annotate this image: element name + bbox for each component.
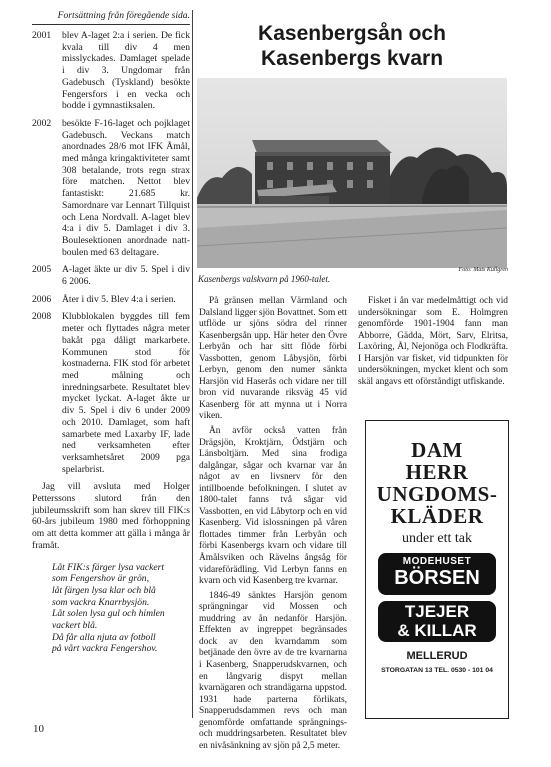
logo-top-text: MODEHUSET — [402, 556, 472, 567]
title-line: Kasenbergsån och — [258, 22, 446, 45]
history-entry — [32, 118, 190, 258]
history-entry — [32, 264, 190, 287]
history-entry — [32, 30, 190, 112]
article-paragraph: Fisket i ån var medelmåttigt och vid undersökningar som E. Holmgren genomförde 1901-1904 fann man Abborre, Gädda, Mört, Sarv, Elritsa, Laxöring, Ål, Nejonöga och Flodkräfta. I Harsjön var fisket, vid tidpunkten för undersökningen, mycket klent och som skäl angavs ett oförståndigt utfiskande. — [358, 296, 508, 387]
tjejer-killar-logo — [378, 601, 496, 642]
entry-year: 2006 — [32, 293, 52, 305]
ad-headline: UNGDOMS- — [376, 482, 498, 506]
article-column-left — [199, 296, 347, 755]
entry-text: Klubblokalen byggdes till fem meter och flyttades några meter bakåt pga dåligt markarbete. Kommunen stod för kostnaderna. FIK stod för arbetet med målning och inredningsarbete. Resultatet blev mycket lyckat. A-laget åkte ur div 5. Spel i div 6 under 2009 och 2010. Damlaget, som haft samarbete med Laxarby IF, lade ned verksamheten efter verksamhetsåret 2009 pga spelarbrist. — [62, 311, 190, 475]
poem-line: som vackra Knarrbysjön. — [52, 596, 150, 608]
history-entry — [32, 294, 190, 306]
poem-line: på vårt vackra Fengershov. — [52, 643, 158, 655]
photo-caption: Kasenbergs valskvarn på 1960-talet. — [198, 274, 331, 284]
entry-year: 2001 — [32, 30, 52, 41]
closing-paragraph: Jag vill avsluta med Holger Petterssons slutord från den jubileumsskrift som han skrev till FIK:s 60-års jubileum 1980 med förhoppning om att detta kommer att gälla i många år framåt. — [32, 481, 190, 551]
title-line: Kasenbergs kvarn — [260, 47, 444, 70]
page-number: 10 — [33, 723, 44, 735]
ad-town: MELLERUD — [406, 650, 468, 662]
article-column-right — [358, 296, 508, 388]
poem-line: Låt solen lysa gul och himlen — [52, 608, 165, 620]
entry-text: blev A-laget 2:a i serien. De fick kvala till div 4 men misslyckades. Damlaget spelade i div 3. Ungdomar från Gadebusch (Tyskland) besökte Fengersfors i en vecka och bodde i gymnastiksalen. — [62, 30, 190, 112]
article-paragraph: 1846-49 sänktes Harsjön genom sprängningar vid Mossen och muddring av ån nedanför Harsjön. Effekten av ingreppet begränsades dock av den kvarndamm som betjänade den övre av de tre kvarnarna i Kasenberg, Snapperudskvarnen, och en långvarig dispyt mellan kvarnägaren och strandägarna uppstod. 1931 hade parterna förlikats, Snapperudsdammen revs och man genomförde omfattande sprängnings- och muddringsarbeten. Resultatet blev en nivåsänkning av sjön på 2,5 meter. — [199, 590, 347, 751]
entry-text: besökte F-16-laget och pojklaget Gadebusch. Veckans match anordnades 28/6 mot IFK Åmål, med många kringaktiviteter samt 308 betalande, trots regn strax före matchen. Nettot blev fantastiskt: 21.685 kr. Samordnare var Lennart Tillquist och Lena Nordvall. A-laget blev 4:a i div 5. Damlaget i div 3. Boulesektionen anordnade natt-boulen med 63 deltagare. — [62, 117, 190, 258]
ad-headline: KLÄDER — [390, 504, 484, 528]
mill-photo-image — [197, 78, 507, 268]
poem-line: vackert blå. — [52, 620, 98, 632]
article-paragraph: Ån avför också vatten från Drägsjön, Kroktjärn, Ödstjärn och Länsboltjärn. Med sina frodiga dalgångar, sågar och kvarnar var ån något av en livsnerv för den intillboende befolkningen. I slutet av 1800-talet fanns två sågar vid Vassbotten, en vid Låbytorp och en vid Kasenberg. Vid islossningen på våren flottades timmer från Lerbyån och förbi Kasenbergs kvarn och vidare till Åmålsviken och Rävelns ångsåg för vidareförädling. Vid Lerbyn fanns en kvarn och vid Kasenberg tre kvarnar. — [199, 426, 347, 587]
modehuset-borsen-logo — [378, 553, 496, 595]
mill-photo — [197, 78, 507, 268]
column-divider — [192, 10, 193, 718]
ad-headline: DAM — [411, 438, 463, 462]
clothing-store-advertisement — [365, 420, 509, 719]
article-title — [196, 21, 508, 71]
logo-text: TJEJER — [404, 602, 470, 621]
history-entry — [32, 311, 190, 475]
entry-text: Åter i div 5. Blev 4:a i serien. — [62, 293, 176, 305]
poem-line: som Fengershov är grön, — [52, 573, 149, 585]
ad-headline: HERR — [405, 460, 469, 484]
logo-text: & KILLAR — [397, 621, 477, 640]
ad-address: STORGATAN 13 TEL. 0530 - 101 04 — [381, 667, 493, 674]
article-paragraph: På gränsen mellan Värmland och Dalsland ligger sjön Bovattnet. Som ett utflöde ur sjöns södra del rinner Kasenbergsån upp. Här heter den Övre Lerbyån och har sitt flöde förbi Vassbotten, genom Låbysjön, förbi Lerbyn, genom den numer sänkta Harsjön vid Haserås och vidare ner till bron vid nuvarande riksväg 45 vid Kasenberg för att mynna ut i Norra viken. — [199, 296, 347, 422]
poem-line: låt färgen lysa klar och blå — [52, 584, 156, 596]
poem-line: Då får alla njuta av fotboll — [52, 631, 156, 643]
ad-subline: under ett tak — [402, 531, 472, 546]
entry-year: 2008 — [32, 311, 52, 323]
poem — [52, 562, 190, 656]
left-column — [32, 10, 190, 655]
entry-year: 2002 — [32, 117, 52, 129]
entry-year: 2005 — [32, 264, 52, 276]
entry-text: A-laget äkte ur div 5. Spel i div 6 2006. — [62, 264, 190, 288]
photo-credit: Foto: Mats Kullgren — [458, 267, 508, 273]
poem-line: Låt FIK:s färger lysa vackert — [52, 561, 165, 573]
logo-main-text: BÖRSEN — [394, 567, 480, 589]
continued-note: Fortsättning från föregående sida. — [32, 10, 190, 25]
